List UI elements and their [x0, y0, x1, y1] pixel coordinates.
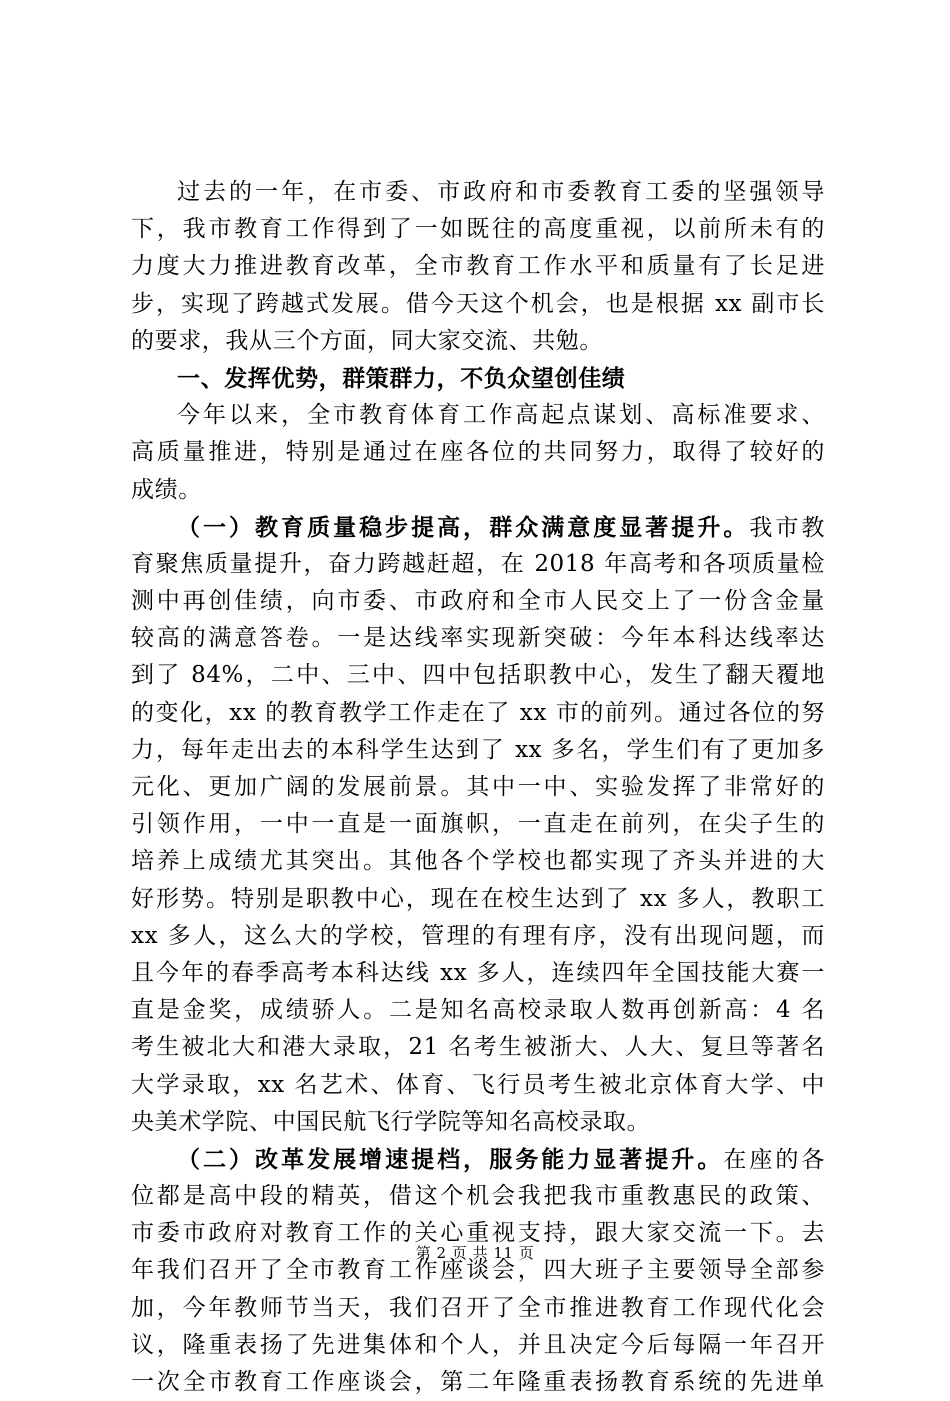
text-line [131, 1364, 825, 1401]
text-segment: 的变化，xx 的教育教学工作走在了 xx 市的前列。通过各位的努 [131, 699, 825, 726]
text-segment: 力度大力推进教育改革，全市教育工作水平和质量有了长足进 [131, 253, 825, 280]
text-segment: 测中再创佳绩，向市委、市政府和全市人民交上了一份含金量 [131, 588, 825, 615]
text-segment: 位都是高中段的精英，借这个机会我把我市重教惠民的政策、 [131, 1183, 825, 1210]
text-line [131, 1290, 825, 1327]
text-segment: 一次全市教育工作座谈会，第二年隆重表扬教育系统的先进单 [131, 1369, 825, 1395]
text-line [131, 397, 825, 434]
text-line [131, 918, 825, 955]
text-line [131, 1327, 825, 1364]
text-line [131, 211, 825, 248]
text-line [131, 1141, 825, 1178]
text-line [131, 360, 825, 397]
text-line [131, 583, 825, 620]
text-line [131, 174, 825, 211]
text-segment: 到了 84%，二中、三中、四中包括职教中心，发生了翻天覆地 [131, 662, 825, 689]
text-segment: 年我们召开了全市教育工作座谈会，四大班子主要领导全部参 [131, 1257, 825, 1284]
text-line [131, 546, 825, 583]
text-segment: 过去的一年，在市委、市政府和市委教育工委的坚强领导 [177, 179, 825, 205]
text-segment: 培养上成绩尤其突出。其他各个学校也都实现了齐头并进的大 [131, 848, 825, 875]
text-line [131, 843, 825, 880]
bold-text-segment: （一）教育质量稳步提高，群众满意度显著提升。 [177, 513, 750, 541]
text-line [131, 769, 825, 806]
text-line [131, 323, 825, 360]
text-line [131, 509, 825, 546]
text-segment: 引领作用，一中一直是一面旗帜，一直走在前列，在尖子生的 [131, 811, 825, 838]
text-line [131, 434, 825, 471]
text-line [131, 1029, 825, 1066]
text-segment: 我市教 [749, 514, 825, 541]
text-segment: 好形势。特别是职教中心，现在在校生达到了 xx 多人，教职工 [131, 885, 825, 912]
text-line [131, 657, 825, 694]
text-segment: 且今年的春季高考本科达线 xx 多人，连续四年全国技能大赛一 [131, 959, 825, 986]
text-segment: 元化、更加广阔的发展前景。其中一中、实验发挥了非常好的 [131, 774, 825, 800]
text-line [131, 620, 825, 657]
text-segment: 较高的满意答卷。一是达线率实现新突破：今年本科达线率达 [131, 625, 825, 652]
text-line [131, 1104, 825, 1141]
text-line [131, 881, 825, 918]
text-segment: 在座的各 [723, 1146, 825, 1173]
bold-text-segment: （二）改革发展增速提档，服务能力显著提升。 [177, 1145, 724, 1173]
text-line [131, 992, 825, 1029]
text-segment: xx 多人，这么大的学校，管理的有理有序，没有出现问题，而 [131, 922, 825, 949]
text-segment: 加，今年教师节当天，我们召开了全市推进教育工作现代化会 [131, 1294, 825, 1321]
text-segment: 力，每年走出去的本科学生达到了 xx 多名，学生们有了更加多 [131, 736, 825, 763]
text-line [131, 1067, 825, 1104]
text-line [131, 955, 825, 992]
text-segment: 今年以来，全市教育体育工作高起点谋划、高标准要求、 [177, 402, 825, 429]
text-line [131, 806, 825, 843]
text-segment: 成绩。 [131, 476, 202, 503]
text-segment: 考生被北大和港大录取，21 名考生被浙大、人大、复旦等著名 [131, 1034, 825, 1061]
text-segment: 下，我市教育工作得到了一如既往的高度重视，以前所未有的 [131, 216, 825, 243]
text-segment: 市委市政府对教育工作的关心重视支持，跟大家交流一下。去 [131, 1220, 825, 1247]
text-segment: 议，隆重表扬了先进集体和个人，并且决定今后每隔一年召开 [131, 1331, 825, 1358]
text-segment: 高质量推进，特别是通过在座各位的共同努力，取得了较好的 [131, 439, 825, 466]
text-segment: 直是金奖，成绩骄人。二是知名高校录取人数再创新高：4 名 [131, 997, 825, 1024]
text-segment: 步，实现了跨越式发展。借今天这个机会，也是根据 xx 副市长 [131, 290, 825, 317]
text-segment: 央美术学院、中国民航飞行学院等知名高校录取。 [131, 1108, 651, 1135]
text-line [131, 732, 825, 769]
document-body [131, 174, 825, 1401]
text-segment: 育聚焦质量提升，奋力跨越赶超，在 2018 年高考和各项质量检 [131, 550, 825, 577]
bold-text-segment: 一、发挥优势，群策群力，不负众望创佳绩 [177, 364, 626, 392]
text-line [131, 1178, 825, 1215]
text-segment: 的要求，我从三个方面，同大家交流、共勉。 [131, 327, 603, 354]
text-line [131, 286, 825, 323]
text-segment: 大学录取，xx 名艺术、体育、飞行员考生被北京体育大学、中 [131, 1071, 825, 1098]
page-footer: 第 2 页 共 11 页 [415, 1244, 535, 1262]
text-line [131, 472, 825, 509]
text-line [131, 695, 825, 732]
text-line [131, 248, 825, 285]
